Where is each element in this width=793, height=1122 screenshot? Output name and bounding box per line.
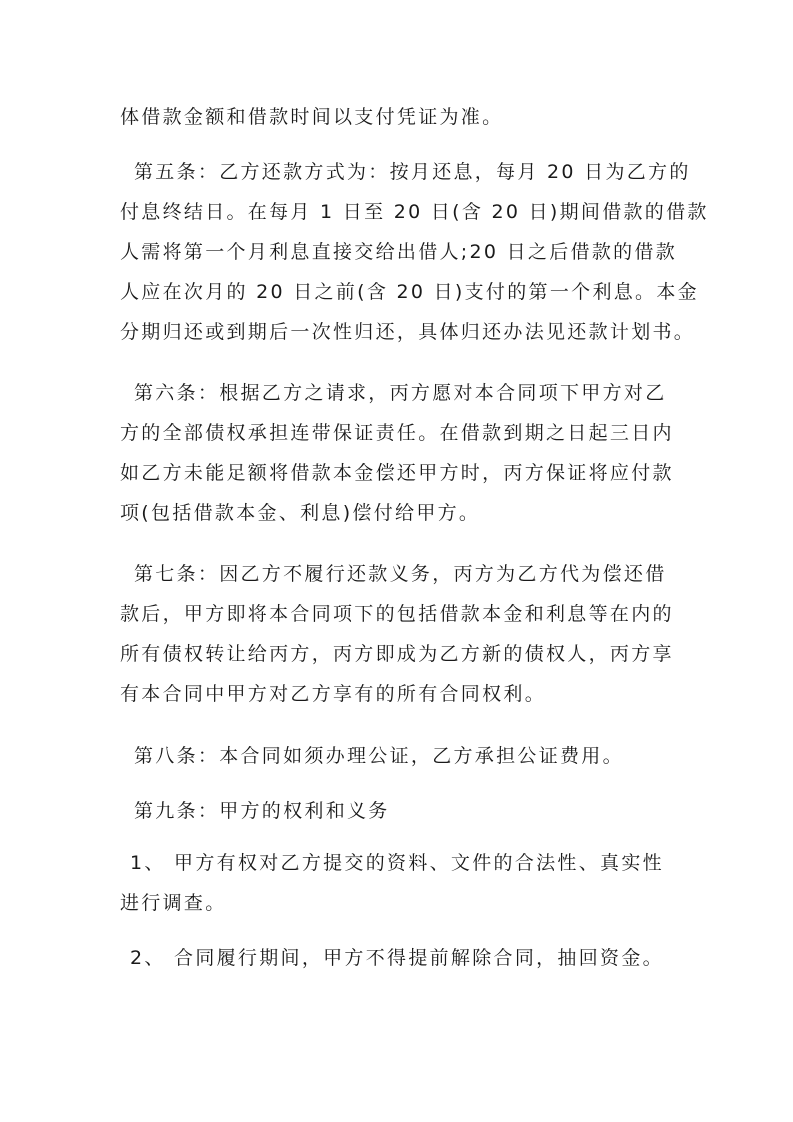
text-line: 付息终结日。在每月 1 日至 20 日(含 20 日)期间借款的借款 (120, 201, 709, 223)
text-line: 人应在次月的 20 日之前(含 20 日)支付的第一个利息。本金 (120, 281, 699, 303)
text-line: 第五条：乙方还款方式为：按月还息，每月 20 日为乙方的 (134, 161, 691, 183)
text-line: 第六条：根据乙方之请求，丙方愿对本合同项下甲方对乙 (134, 382, 667, 404)
text-line: 1、 甲方有权对乙方提交的资料、文件的合法性、真实性 (130, 852, 664, 874)
text-line: 2、 合同履行期间，甲方不得提前解除合同，抽回资金。 (130, 947, 664, 969)
list-item-2 (120, 938, 680, 978)
text-line: 有本合同中甲方对乙方享有的所有合同权利。 (120, 683, 547, 705)
text-line: 款后，甲方即将本合同项下的包括借款本金和利息等在内的 (120, 603, 674, 625)
text-line: 第七条：因乙方不履行还款义务，丙方为乙方代为偿还借 (134, 563, 667, 585)
paragraph-article-6 (120, 373, 680, 533)
paragraph-intro (120, 97, 680, 137)
text-line: 第八条：本合同如须办理公证，乙方承担公证费用。 (134, 745, 624, 767)
paragraph-article-5 (120, 152, 709, 352)
text-line: 人需将第一个月利息直接交给出借人;20 日之后借款的借款 (120, 241, 678, 263)
text-line: 进行调查。 (120, 892, 227, 914)
text-line: 第九条：甲方的权利和义务 (134, 800, 390, 822)
text-line: 体借款金额和借款时间以支付凭证为准。 (120, 106, 504, 128)
list-item-1 (120, 843, 680, 923)
paragraph-article-8 (120, 736, 680, 776)
paragraph-article-9 (120, 791, 680, 831)
text-line: 如乙方未能足额将借款本金偿还甲方时，丙方保证将应付款 (120, 462, 674, 484)
text-line: 项(包括借款本金、利息)偿付给甲方。 (120, 502, 481, 524)
text-line: 所有债权转让给丙方，丙方即成为乙方新的债权人，丙方享 (120, 643, 674, 665)
paragraph-article-7 (120, 554, 680, 714)
text-line: 分期归还或到期后一次性归还，具体归还办法见还款计划书。 (120, 321, 696, 343)
text-line: 方的全部债权承担连带保证责任。在借款到期之日起三日内 (120, 422, 674, 444)
